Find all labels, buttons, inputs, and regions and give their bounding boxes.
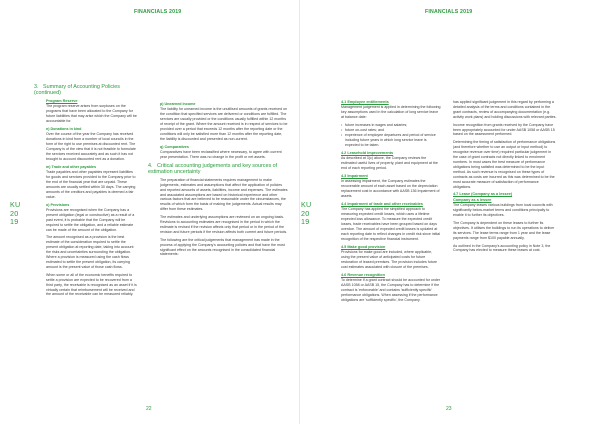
critical-text-3: The following are the critical judgements that management has made in the process of applying the Company's accounting policies and that have the most significant effect on the amounts recognised in the consolidated financial statements: <box>160 237 285 257</box>
employee-entitlements-heading: 4.1 Employee entitlements <box>341 100 389 104</box>
trade-payables-text: Trade payables and other payables represent liabilities for goods and services provided to the Company prior to the end of the financial year that are unpaid. These amounts are usually settled within 30 days. The carrying amounts of the creditors and payables is deemed a fair value. <box>46 170 136 199</box>
revenue-text-4: Determining the timing of satisfaction of performance obligations (and therefore whether to use an output or input method) to recognise revenue over time) required particular judgement in the case of grant contracts not directly linked to enrolment numbers. In most cases the best measure of performance obligations being satisfied was determined to be the input method. As such revenue is recognised on these types of contracts as costs are incurred as this was determined to be the most accurate measure of satisfaction of performance obligations. <box>453 140 556 189</box>
unearned-income-text: The liability for unearned income is the unutilised amounts of grants received on the condition that specified services are delivered or conditions are fulfilled. The services are usually provided or the conditions usually fulfilled within 12 months of receipt of the grant. Where the amount received is in respect of services to be provided over a period that exceeds 12 months after the reporting date or the conditions will only be satisfied more than 12 months after the reporting date, the liability is discounted and presented as non-current. <box>160 107 288 141</box>
impairment-heading: 4.3 Impairment <box>341 173 368 178</box>
section-4-title: 4. Critical accounting judgements and key sources of estimation uncertainty <box>148 162 278 176</box>
leasehold-text: As described at 3(c) above, the Company reviews the estimated useful lives of property, plant and equipment at the end of each reporting period. <box>341 156 438 170</box>
right-page-column-1 <box>341 100 441 400</box>
revenue-text-2: has applied significant judgement in this regard by performing a detailed analysis of the terms and conditions contained in the grant contracts, review of accompanying documentation (e.g. activity work plans) and holding discussions with relevant parties. <box>453 100 557 119</box>
make-good-heading: 4.5 Make good provision <box>341 244 386 249</box>
program-reserve-text: The program reserve arises from surpluses on the programs that have been allocated to the Company for future liabilities that may arise which the Company will be accountable for. <box>46 104 137 123</box>
revenue-text: To determine if a grant contract should be accounted for under AASB 1058 or AASB 15, the Company has to determine if the contract is 'enforceable' and contains 'sufficiently specific' performance obligations. When assessing if the performance obligations are 'sufficiently specific', the Company <box>341 278 441 302</box>
receivables-text: The Company has applied the simplified approach to measuring expected credit losses, which uses a lifetime expected loss allowance. To measure the expected credit losses, trade receivables have been grouped based on days overdue. The amount of expected credit losses is updated at each reporting date to reflect changes in credit risk since initial recognition of the respective financial instrument. <box>341 207 441 241</box>
critical-text-1: The preparation of financial statements requires management to make judgements, estimates and assumptions that affect the application of policies and reported amounts of assets, liabilities, income and expenses. The estimates and associated assumptions are based on historical experience and other various factors that are believed to be reasonable under the circumstances, the results of which form the basis of making the judgements. Actual results may differ from these estimates. <box>160 177 288 212</box>
list-item: • future increases in wages and salaries; <box>341 123 441 128</box>
page-divider <box>299 0 300 424</box>
lease-text-2: The Company is dependent on these leases to further its objectives. It utilises the buildings to run its operations to deliver its services. The lease terms range from 1 year and the lease payments range from $100 payable annually. <box>453 220 555 240</box>
list-item: • experience of employee departures and period of service including future years in which long service leave is expected to be taken. <box>341 133 441 148</box>
impairment-text: In assessing impairment, the Company estimates the recoverable amount of each asset based on the depreciation replacement cost in accordance with AASB 136 Impairment of assets. <box>341 179 440 198</box>
donations-heading: n) Donations in kind <box>46 126 82 131</box>
ku-logo-left: KU 20 19 <box>10 200 21 227</box>
revenue-text-3: Income recognition from grants received by the Company have been appropriately accounted for under AASB 1058 or AASB 15 based on the assessment performed. <box>453 122 555 137</box>
lease-text-3: As outlined in the Company's accounting policy in Note 3, the Company has elected to measure these leases at cost. <box>453 243 551 253</box>
ku-logo-right: KU 20 19 <box>301 200 312 227</box>
lease-heading: 4.7 Lease (Company as a lessee) <box>453 192 513 197</box>
provisions-text-3: When some or all of the economic benefits required to settle a provision are expected to be recovered from a third party, the receivable is recognised as an asset if it is virtually certain that reimbursement will be received and the amount of the receivable can be measured reliably. <box>46 272 137 297</box>
trade-payables-heading: m) Trade and other payables <box>46 164 97 169</box>
running-head-right: FINANCIALS 2019 <box>425 9 473 15</box>
page-number-left: 22 <box>146 406 152 412</box>
page-number-right: 23 <box>446 406 452 412</box>
list-item: • future on-cost rates; and <box>341 128 441 133</box>
provisions-heading: o) Provisions <box>46 202 70 207</box>
receivables-heading: 4.4 Impairment of trade and other receivables <box>341 201 423 206</box>
running-head-left: FINANCIALS 2019 <box>134 9 182 15</box>
unearned-income-heading: p) Unearned income <box>160 102 196 106</box>
employee-entitlements-text: Management judgement is applied in determining the following key assumptions used in the calculation of long service leave at balance date: <box>341 105 441 120</box>
critical-text-2: The estimates and underlying assumptions are reviewed on an ongoing basis. Revisions to accounting estimates are recognised in the period in which the estimate is revised if the revision affects only that period or in the period of the revision and future periods if the revision affects both current and future periods. <box>160 215 288 234</box>
lease-subheading: Company as a lessee <box>453 197 492 202</box>
left-page-column-1 <box>34 84 137 394</box>
leasehold-heading: 4.2 Leasehold improvements <box>341 150 394 155</box>
provisions-text-1: Provisions are recognised when the Company has a present obligation (legal or constructive) as a result of a past event, it is probable that the Company will be required to settle the obligation, and a reliable estimate can be made of the amount of the obligation. <box>46 207 135 232</box>
lease-text-1: The Company leases various buildings from local councils with significantly below-market terms and conditions principally to enable it to further its objectives. <box>453 203 553 218</box>
right-page-column-2 <box>453 100 557 400</box>
section-3-title: 3. Summary of Accounting Policies (continued) <box>34 84 121 97</box>
revenue-heading: 4.6 Revenue recognition <box>341 272 385 277</box>
provisions-text-2: The amount recognised as a provision is the best estimate of the consideration required to settle the present obligation at reporting date, taking into account the risks and uncertainties surrounding the obligation. Where a provision is measured using the cash flows estimated to settle the present obligation, its carrying amount is the present value of those cash flows. <box>46 235 134 269</box>
comparatives-heading: q) Comparatives <box>160 144 189 149</box>
comparatives-text: Comparatives have been reclassified where necessary, to agree with current year presentation. There was no change in the profit or net assets. <box>160 150 282 160</box>
donations-text: Over the course of the year the Company has received donations in kind from a number of local councils in the form of the right to use premises at discounted rent. The Company is of the view that it is not feasible to formulate the services received accurately and as such it has not brought to account discounted rent as a donation. <box>46 132 136 161</box>
program-reserve-heading: Program Reserve <box>46 98 78 103</box>
make-good-text: Provisions for make good are included, where applicable, using the present value of anticipated costs for future restoration of leased premises. The provision includes future cost estimates associated with closure of the premises. <box>341 249 438 269</box>
employee-entitlements-list <box>341 123 441 148</box>
left-page-column-2 <box>148 102 288 397</box>
